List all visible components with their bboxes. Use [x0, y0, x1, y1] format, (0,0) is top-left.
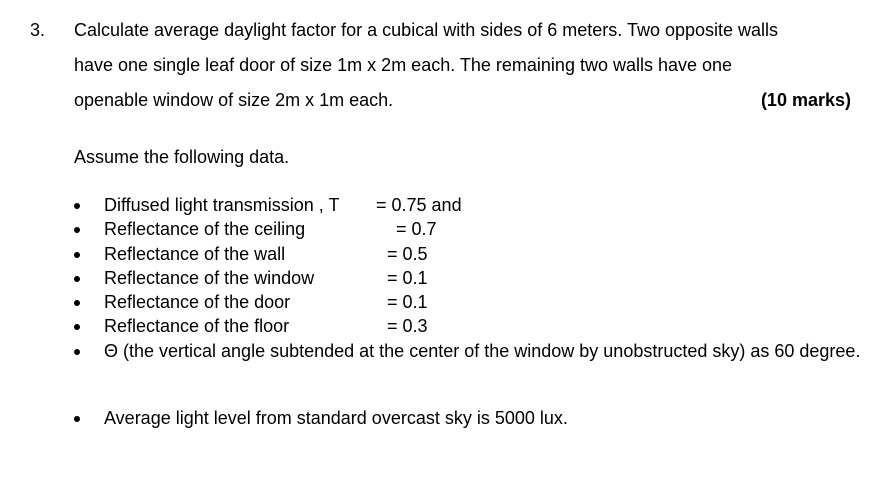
item-label: Reflectance of the window: [104, 267, 315, 288]
bullet-icon: [74, 339, 84, 355]
bullet-icon: [74, 242, 84, 258]
bullet-icon: [74, 217, 84, 233]
data-list: [74, 193, 864, 387]
theta-text: Θ (the vertical angle subtended at the center of the window by unobstructed sky) as 60 degree.: [104, 340, 861, 361]
item-label: Reflectance of the floor: [104, 316, 290, 337]
item-value: = 0.1: [387, 267, 428, 288]
item-value: = 0.75 and: [376, 195, 462, 215]
marks-label: (10 marks): [760, 90, 851, 110]
overcast-sky-text: Average light level from standard overcast sky is 5000 lux.: [104, 408, 568, 428]
question-line-1: Calculate average daylight factor for a cubical with sides of 6 meters. Two opposite walls: [74, 20, 779, 40]
bullet-icon: [74, 406, 84, 422]
list-item: [74, 217, 864, 241]
item-value: = 0.5: [387, 243, 428, 264]
item-label: Reflectance of the wall: [104, 243, 286, 264]
list-item: [74, 266, 864, 290]
item-label: Reflectance of the ceiling: [104, 219, 306, 240]
item-label: Diffused light transmission , T: [104, 195, 340, 215]
item-value: = 0.1: [387, 292, 428, 313]
item-value: = 0.7: [396, 219, 437, 240]
bullet-icon: [74, 193, 84, 209]
bullet-icon: [74, 314, 84, 330]
list-item: [74, 314, 864, 338]
item-label: Reflectance of the door: [104, 292, 291, 313]
question-number: 3.: [30, 20, 46, 40]
list-item: [74, 406, 864, 430]
list-item: [74, 193, 864, 217]
item-value: = 0.3: [387, 316, 428, 337]
bullet-icon: [74, 290, 84, 306]
list-item: [74, 290, 864, 314]
list-item: [74, 339, 864, 387]
question-line-3: openable window of size 2m x 1m each.: [74, 90, 394, 110]
question-line-2: have one single leaf door of size 1m x 2m each. The remaining two walls have one: [74, 55, 733, 75]
assume-text: Assume the following data.: [74, 147, 290, 167]
bullet-icon: [74, 266, 84, 282]
list-item: [74, 242, 864, 266]
